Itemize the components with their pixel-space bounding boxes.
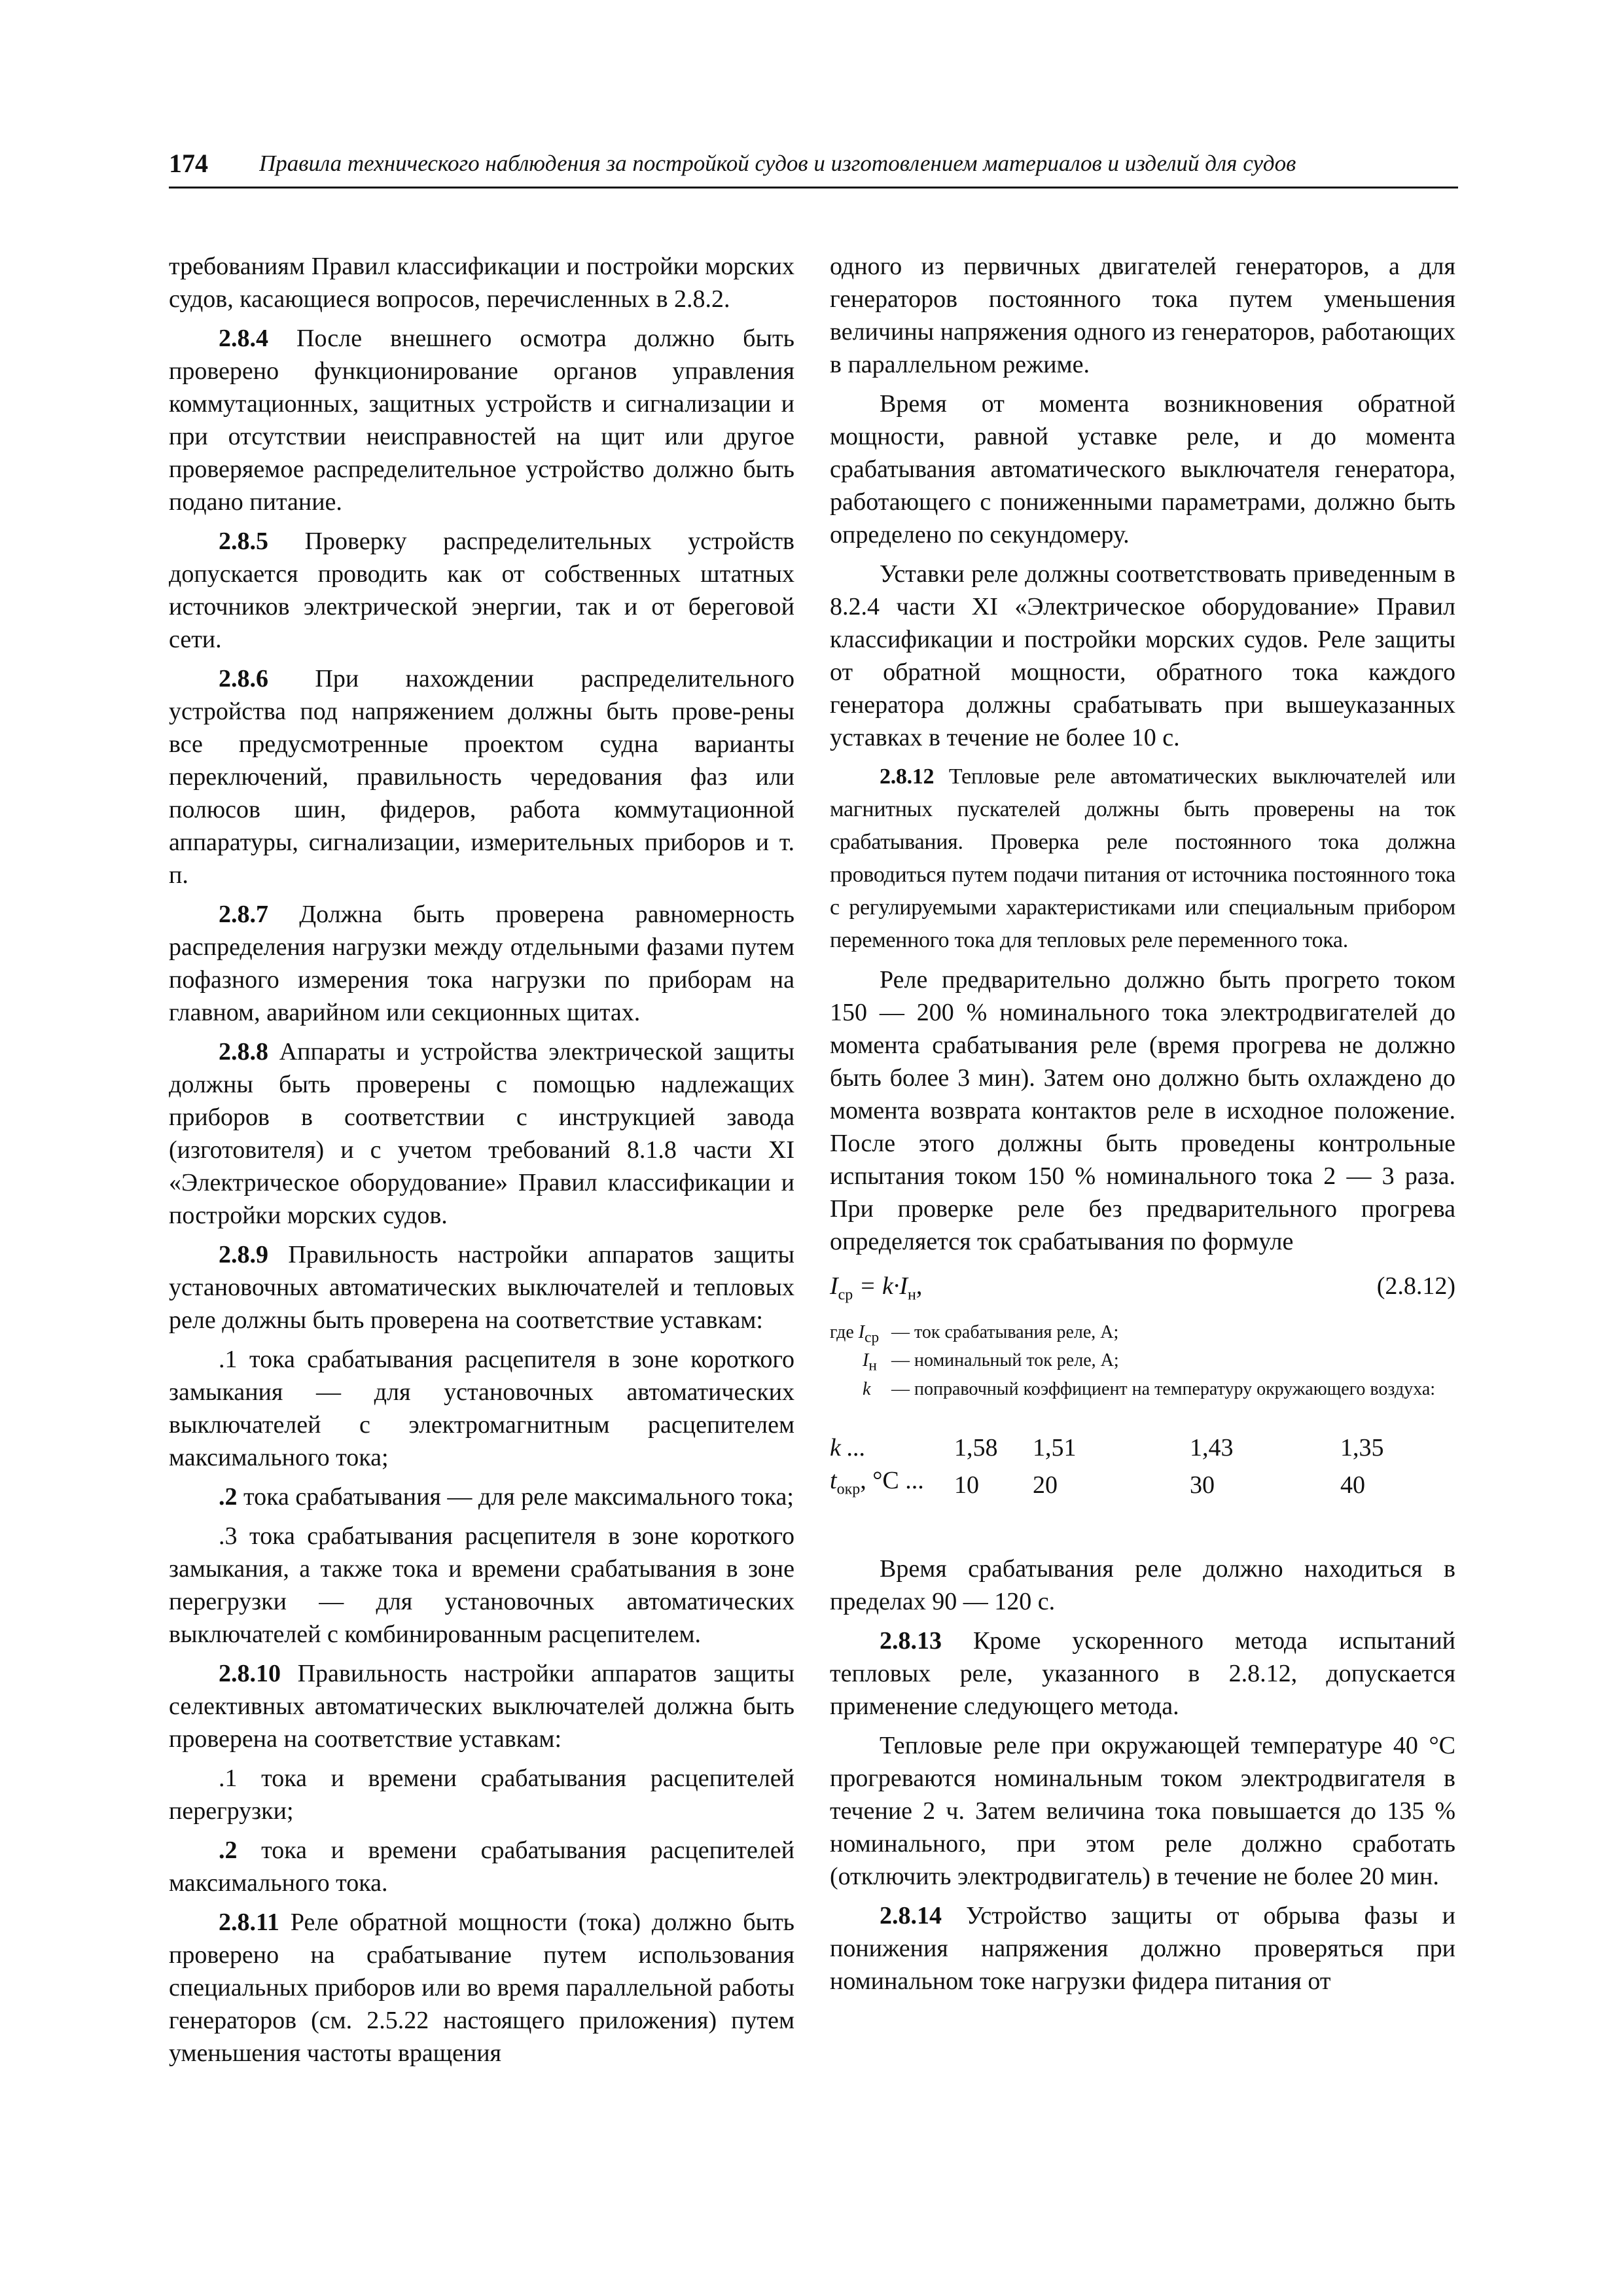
list-item	[169, 1520, 794, 1651]
paragraph-2-8-7	[169, 898, 794, 1029]
paragraph-2-8-6	[169, 662, 794, 891]
paragraph	[830, 387, 1455, 551]
paragraph-2-8-10	[169, 1657, 794, 1755]
table-row	[830, 1431, 1384, 1464]
formula-subscript: ср	[838, 1286, 853, 1304]
left-column	[169, 250, 794, 2076]
legend-var: I	[863, 1350, 869, 1371]
list-item	[169, 1762, 794, 1827]
paragraph-text: Устройство защиты от обрыва фазы и понижения напряжения должно проверяться при номинальном токе нагрузки фидера питания от	[830, 1902, 1455, 1996]
table-cell: 20	[1033, 1471, 1058, 1499]
paragraph-2-8-13	[830, 1624, 1455, 1723]
section-number: 2.8.12	[880, 764, 935, 789]
page-number: 174	[169, 149, 208, 178]
formula-legend	[830, 1321, 1455, 1401]
paragraph	[830, 963, 1455, 1258]
formula-symbol: = k·I	[853, 1272, 908, 1300]
section-number: 2.8.10	[219, 1660, 281, 1687]
list-item	[169, 1480, 794, 1513]
item-number: .1	[219, 1765, 238, 1792]
item-number: .3	[219, 1522, 238, 1550]
paragraph-text: Время срабатывания реле должно находиться в пределах 90 — 120 с.	[830, 1555, 1455, 1616]
formula-2-8-12	[830, 1270, 1455, 1312]
paragraph-2-8-4	[169, 322, 794, 518]
correction-coefficient-table	[830, 1431, 1384, 1506]
paragraph-text: тока и времени срабатывания расцепителей перегрузки;	[169, 1765, 794, 1825]
legend-sub: ср	[865, 1329, 880, 1346]
paragraph-2-8-9	[169, 1238, 794, 1336]
table-cell: 30	[1190, 1471, 1215, 1499]
legend-sub: н	[868, 1357, 877, 1374]
paragraph-text: Должна быть проверена равномерность распределения нагрузки между отдельными фазами путем пофазного измерения тока нагрузки по приборам на главном, аварийном или секционных щитах.	[169, 901, 794, 1026]
label-sub: окр	[836, 1480, 861, 1498]
label-unit: , °С ...	[860, 1466, 924, 1494]
table-cell: 10	[954, 1471, 979, 1499]
paragraph-text: тока срабатывания расцепителя в зоне короткого замыкания — для установочных автоматических выключателей с электромагнитным расцепителем максимального тока;	[169, 1346, 794, 1471]
section-number: 2.8.14	[880, 1902, 942, 1930]
paragraph-2-8-12	[830, 761, 1455, 957]
legend-text: — поправочный коэффициент на температуру окружающего воздуха:	[891, 1378, 1436, 1399]
list-item	[169, 1343, 794, 1474]
right-column	[830, 250, 1455, 2004]
formula-number: (2.8.12)	[1376, 1272, 1455, 1300]
table-cell: 1,51	[1033, 1433, 1077, 1462]
section-number: 2.8.13	[880, 1627, 942, 1655]
paragraph-2-8-14	[830, 1899, 1455, 1998]
item-number: .2	[219, 1837, 238, 1864]
section-number: 2.8.6	[219, 665, 268, 692]
paragraph	[830, 1729, 1455, 1893]
section-number: 2.8.8	[219, 1038, 268, 1066]
paragraph-text: При нахождении распределительного устройства под напряжением должны быть прове-рены все предусмотренные проектом судна варианты переключений, правильность чередования фаз или полюсов шин, фидеров, работа коммутационной аппаратуры, сигнализации, измерительных приборов и т. п.	[169, 665, 794, 889]
formula-subscript: н	[907, 1286, 916, 1304]
list-item	[169, 1834, 794, 1899]
section-number: 2.8.11	[219, 1909, 279, 1936]
paragraph-text: Аппараты и устройства электрической защиты должны быть проверены с помощью надлежащих приборов в соответствии с инструкцией завода (изготовителя) и с учетом требований 8.1.8 части XI «Электрическое оборудование» Правил классификации и постройки морских судов.	[169, 1038, 794, 1229]
formula-expression	[830, 1270, 922, 1312]
legend-symbol	[830, 1321, 891, 1350]
legend-row	[830, 1321, 1455, 1350]
paragraph-text: тока срабатывания — для реле максимального тока;	[237, 1483, 794, 1511]
paragraph-2-8-11	[169, 1906, 794, 2070]
paragraph-text: Проверку распределительных устройств допускается проводить как от собственных штатных источников электрической энергии, так и от береговой сети.	[169, 528, 794, 653]
legend-symbol	[830, 1349, 891, 1378]
item-number: .1	[219, 1346, 238, 1373]
paragraph-text: Правильность настройки аппаратов защиты селективных автоматических выключателей должна быть проверена на соответствие уставкам:	[169, 1660, 794, 1753]
table-cell: 1,35	[1340, 1433, 1384, 1462]
paragraph-text: требованиям Правил классификации и постройки морских судов, касающиеся вопросов, перечисленных в 2.8.2.	[169, 253, 794, 313]
paragraph-text: Уставки реле должны соответствовать приведенным в 8.2.4 части XI «Электрическое оборудование» Правил классификации и постройки морских судов. Реле защиты от обратной мощности, обратного тока каждого генератора должны срабатывать при вышеуказанных уставках в течение не более 10 с.	[830, 560, 1455, 751]
table-cell: 1,43	[1190, 1433, 1234, 1462]
legend-where: где	[830, 1321, 854, 1342]
header-rule	[169, 187, 1458, 188]
paragraph-2-8-5	[169, 525, 794, 656]
formula-punct: ,	[916, 1272, 923, 1300]
paragraph	[830, 1552, 1455, 1618]
paragraph-text: Правильность настройки аппаратов защиты установочных автоматических выключателей и тепловых реле должны быть проверена на соответствие уставкам:	[169, 1241, 794, 1334]
paragraph-text: тока и времени срабатывания расцепителей максимального тока.	[169, 1837, 794, 1897]
paragraph-text: Кроме ускоренного метода испытаний тепловых реле, указанного в 2.8.12, допускается применение следующего метода.	[830, 1627, 1455, 1721]
paragraph-text: Время от момента возникновения обратной мощности, равной уставке реле, и до момента срабатывания автоматического выключателя генератора, работающего с пониженными параметрами, должно быть определено по секундомеру.	[830, 390, 1455, 548]
paragraph-text: Тепловые реле при окружающей температуре 40 °С прогреваются номинальным током электродвигателя в течение 2 ч. Затем величина тока повышается до 135 % номинального, при этом реле должно сработать (отключить электродвигатель) в течение не более 20 мин.	[830, 1732, 1455, 1891]
paragraph-text: После внешнего осмотра должно быть проверено функционирование органов управления коммутационных, защитных устройств и сигнализации и при отсутствии неисправностей на щит или другое проверяемое распределительное устройство должно быть подано питание.	[169, 325, 794, 516]
paragraph-text: одного из первичных двигателей генераторов, а для генераторов постоянного тока путем уменьшения величины напряжения одного из генераторов, работающих в параллельном режиме.	[830, 253, 1455, 378]
legend-var: k	[863, 1378, 871, 1399]
table-cell: 1,58	[954, 1433, 998, 1462]
legend-text: — номинальный ток реле, А;	[891, 1350, 1119, 1371]
item-number: .2	[219, 1483, 238, 1511]
legend-row	[830, 1349, 1455, 1378]
section-number: 2.8.9	[219, 1241, 268, 1268]
paragraph-text: Тепловые реле автоматических выключателей или магнитных пускателей должны быть проверены на ток срабатывания. Проверка реле постоянного тока должна проводиться путем подачи питания от источника постоянного тока с регулируемыми характеристиками или специальным прибором переменного тока для тепловых реле переменного тока.	[830, 764, 1455, 952]
paragraph-text: Реле предварительно должно быть прогрето током 150 — 200 % номинального тока электродвигателей до момента срабатывания реле (время прогрева не должно быть более 3 мин). Затем оно должно быть охлаждено до момента возврата контактов реле в исходное положение. После этого должны быть проведены контрольные испытания током 150 % номинального тока 2 — 3 раза. При проверке реле без предварительного прогрева определяется ток срабатывания по формуле	[830, 966, 1455, 1255]
formula-symbol: I	[830, 1272, 838, 1300]
running-title: Правила технического наблюдения за постройкой судов и изготовлением материалов и изделий для судов	[259, 151, 1296, 176]
paragraph-text: Реле обратной мощности (тока) должно быть проверено на срабатывание путем использования специальных приборов или во время параллельной работы генераторов (см. 2.5.22 настоящего приложения) путем уменьшения частоты вращения	[169, 1909, 794, 2067]
paragraph	[169, 250, 794, 315]
table-cell: 40	[1340, 1471, 1365, 1499]
page-header	[169, 145, 1458, 182]
paragraph	[830, 558, 1455, 754]
section-number: 2.8.5	[219, 528, 268, 555]
legend-var: I	[858, 1321, 865, 1342]
row-label: k ...	[830, 1433, 866, 1462]
section-number: 2.8.7	[219, 901, 268, 928]
paragraph-text: тока срабатывания расцепителя в зоне короткого замыкания, а также тока и времени срабатывания в зоне перегрузки — для установочных автоматических выключателей с комбинированным расцепителем.	[169, 1522, 794, 1648]
row-label	[830, 1464, 954, 1506]
section-number: 2.8.4	[219, 325, 268, 352]
table-row	[830, 1464, 1384, 1506]
legend-row	[830, 1378, 1455, 1401]
legend-text: — ток срабатывания реле, А;	[891, 1321, 1119, 1342]
paragraph	[830, 250, 1455, 381]
legend-symbol	[830, 1378, 891, 1401]
paragraph-2-8-8	[169, 1035, 794, 1232]
label-var: t	[830, 1466, 837, 1494]
